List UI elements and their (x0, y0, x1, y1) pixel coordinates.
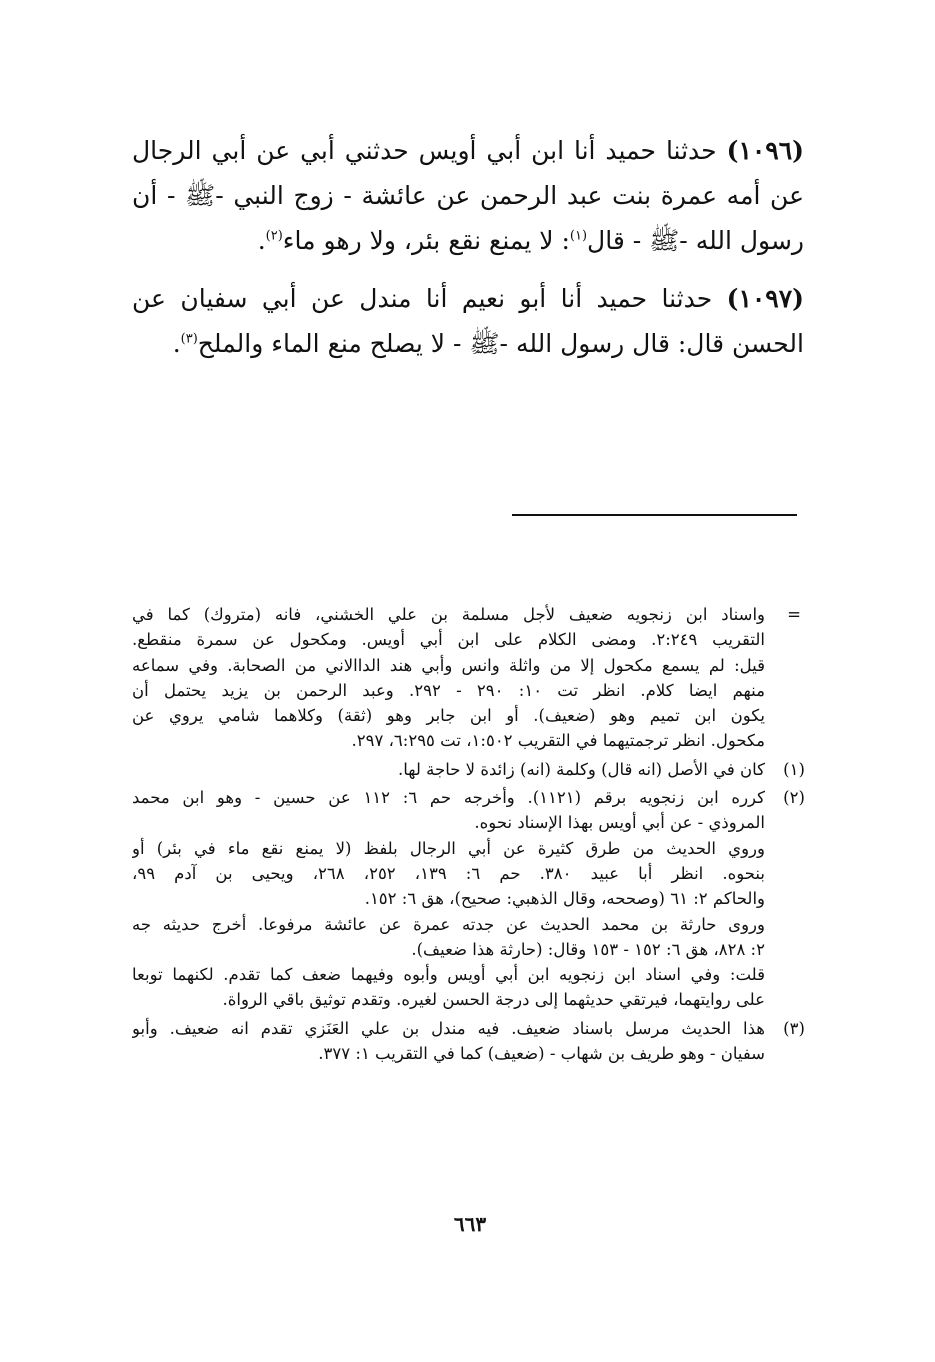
footnote-line: هذا الحديث مرسل باسناد ضعيف. فيه مندل بن علي العَنَزي تقدم انه ضعيف. وأبو (132, 1018, 765, 1038)
footnote-2 (132, 785, 812, 1013)
hadith-line: (١٠٩٦) حدثنا حميد أنا ابن أبي أويس حدثني أبي عن أبي الرجال (132, 136, 804, 165)
footnote-line: سفيان - وهو طريف بن شهاب - (ضعيف) كما في التقريب ١: ٣٧٧. (318, 1044, 765, 1064)
footnote-marker: (٣) (783, 1018, 805, 1038)
footnotes (132, 602, 812, 1066)
hadith-line: الحسن قال: قال رسول الله -ﷺ - لا يصلح منع الماء والملح$^{(٣)}$. (172, 329, 804, 358)
hadith-number: (١٠٩٦) (726, 136, 804, 165)
continuation-marker: = (787, 605, 801, 624)
footnote-line: بنحوه. انظر أبا عبيد ٣٨٠. حم ٦: ١٣٩، ٢٥٢، ٢٦٨، ويحيى بن آدم ٩٩، (132, 863, 765, 883)
footnote-line: على روايتهما، فيرتقي حديثهما إلى درجة الحسن لغيره. وتقدم توثيق باقي الرواة. (222, 990, 765, 1010)
footnote-line: يكون ابن تميم وهو (ضعيف). أو ابن جابر وهو (ثقة) وكلاهما شامي يروي عن (132, 706, 765, 726)
footnote-1 (132, 757, 812, 782)
footnote-ref: (٣) (180, 331, 198, 347)
footnote-3 (132, 1016, 812, 1067)
footnote-line: مكحول. انظر ترجمتيهما في التقريب ١:٥٠٢، تت ٦:٢٩٥، ٢٩٧. (351, 731, 765, 751)
hadith-1097 (132, 276, 804, 366)
hadith-1096 (132, 128, 804, 263)
footnote-line: قيل: لم يسمع مكحول إلا من واثلة وانس وأبي هند الداالاني من الصحابة. وفي سماعه (132, 655, 765, 675)
footnote-line: المروذي - عن أبي أويس بهذا الإسناد نحوه. (474, 813, 765, 833)
hadith-line: عن أمه عمرة بنت عبد الرحمن عن عائشة - زوج النبي -ﷺ - أن (132, 181, 804, 210)
footnote-line: واسناد ابن زنجويه ضعيف لأجل مسلمة بن علي الخشني، فانه (متروك) كما في (132, 605, 765, 624)
hadith-line: (١٠٩٧) حدثنا حميد أنا أبو نعيم أنا مندل عن أبي سفيان عن (132, 284, 804, 313)
footnote-ref: (١) (569, 228, 588, 244)
footnote-line: والحاكم ٢: ٦١ (وصححه، وقال الذهبي: صحيح)، هق ٦: ١٥٢. (364, 889, 765, 909)
footnote-marker: (٢) (783, 788, 805, 808)
footnote-ref: (٢) (265, 228, 283, 244)
footnote-continuation (132, 602, 812, 754)
footnote-line: كان في الأصل (انه قال) وكلمة (انه) زائدة لا حاجة لها. (398, 759, 765, 779)
footnote-line: وروي الحديث من طرق كثيرة عن أبي الرجال بلفظ (لا يمنع نقع ماء في بئر) أو (132, 838, 765, 858)
footnote-line: وروى حارثة بن محمد الحديث عن جدته عمرة عن عائشة مرفوعا. أخرج حديثه جه (132, 914, 765, 934)
footnote-line: منهم ايضا كلام. انظر تت ١٠: ٢٩٠ - ٢٩٢. وعبد الرحمن بن يزيد يحتمل أن (132, 680, 765, 700)
hadith-number: (١٠٩٧) (726, 284, 804, 313)
page-number: ٦٦٣ (453, 1212, 487, 1236)
footnote-separator (512, 514, 797, 516)
footnote-marker: (١) (783, 759, 805, 779)
footnote-line: قلت: وفي اسناد ابن زنجويه ابن أبي أويس وأبوه وفيهما ضعف كما تقدم. لكنهما توبعا (132, 965, 765, 985)
hadith-line: رسول الله -ﷺ - قال$^{(١)}$: لا يمنع نقع بئر، ولا رهو ماء$^{(٢)}$. (257, 226, 804, 255)
footnote-line: التقريب ٢:٢٤٩. ومضى الكلام على ابن أبي أويس. ومكحول عن سمرة منقطع. (132, 630, 765, 650)
footnote-line: كرره ابن زنجويه برقم (١١٢١). وأخرجه حم ٦: ١١٢ عن حسين - وهو ابن محمد (132, 788, 765, 808)
footnote-line: ٢: ٨٢٨، هق ٦: ١٥٢ - ١٥٣ وقال: (حارثة هذا ضعيف). (411, 939, 765, 959)
